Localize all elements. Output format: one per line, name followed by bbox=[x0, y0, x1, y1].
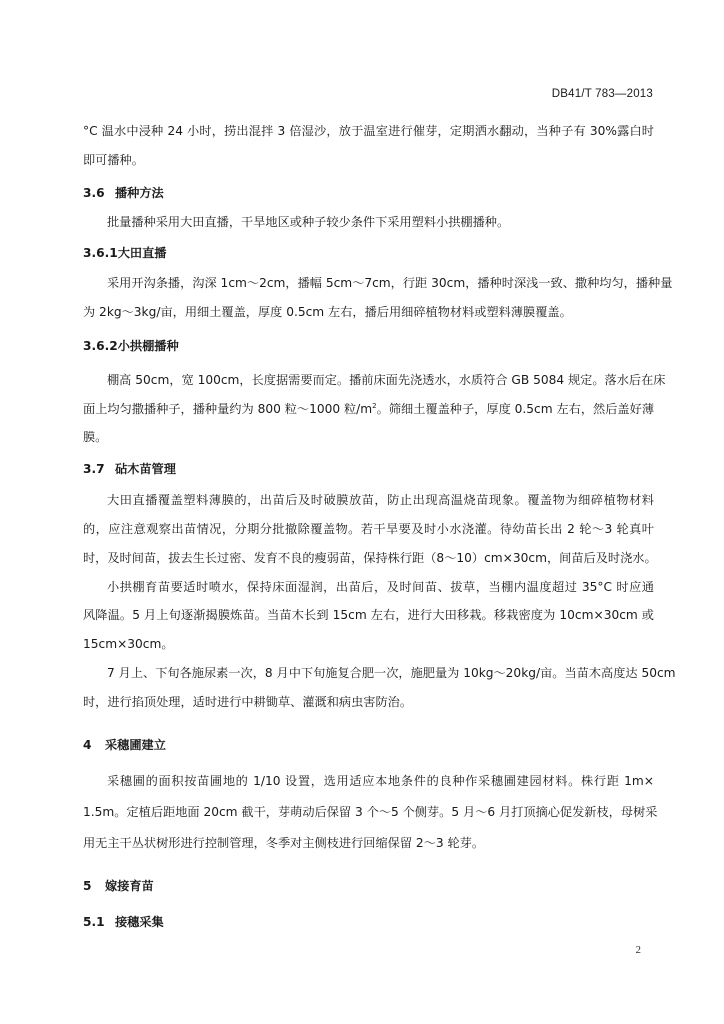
paragraph-line: 7 月上、下旬各施尿素一次，8 月中下旬施复合肥一次，施肥量为 10kg～20kg/亩。当苗木高度达 50cm bbox=[107, 666, 676, 680]
paragraph-line: 用无主干丛状树形进行控制管理，冬季对主侧枝进行回缩保留 2～3 轮芽。 bbox=[83, 836, 485, 850]
section-number: 3.6 bbox=[83, 186, 105, 200]
paragraph-line: 膜。 bbox=[83, 430, 108, 444]
section-title: 播种方法 bbox=[115, 186, 164, 200]
standard-code-header: DB41/T 783—2013 bbox=[551, 88, 653, 100]
section-number: 3.6.1 bbox=[83, 246, 118, 260]
section-heading-3-7 bbox=[83, 461, 654, 477]
paragraph-line: 1.5m。定植后距地面 20cm 截干，芽萌动后保留 3 个～5 个侧芽。5 月～6 月打顶摘心促发新枝，母树采 bbox=[83, 805, 658, 819]
section-number: 3.6.2 bbox=[83, 339, 118, 353]
section-heading-3-6-1 bbox=[83, 245, 654, 261]
text-run: 面上均匀撒播种子，播种量约为 800 粒～1000 粒/m bbox=[83, 402, 373, 416]
paragraph-line: °C 温水中浸种 24 小时，捞出混拌 3 倍湿沙，放于温室进行催芽，定期洒水翻动，当种子有 30%露白时 bbox=[83, 124, 654, 138]
section-title: 小拱棚播种 bbox=[117, 339, 179, 353]
section-heading-3-6 bbox=[83, 185, 654, 201]
paragraph-line: 即可播种。 bbox=[83, 153, 144, 167]
section-heading-3-6-2 bbox=[83, 338, 654, 354]
paragraph-line: 小拱棚育苗要适时喷水，保持床面湿润，出苗后，及时间苗、拔草，当棚内温度超过 35°C 时应通 bbox=[107, 580, 654, 594]
superscript: 2 bbox=[372, 402, 377, 410]
section-number: 5 bbox=[83, 879, 92, 893]
section-heading-5 bbox=[83, 878, 654, 894]
paragraph-line: 为 2kg～3kg/亩，用细土覆盖，厚度 0.5cm 左右，播后用细碎植物材料或塑料薄膜覆盖。 bbox=[83, 305, 572, 319]
section-title: 嫁接育苗 bbox=[105, 879, 154, 893]
paragraph-line: 时，及时间苗，拔去生长过密、发育不良的瘦弱苗，保持株行距（8～10）cm×30cm，间苗后及时浇水。 bbox=[83, 551, 657, 565]
paragraph-line: 大田直播覆盖塑料薄膜的，出苗后及时破膜放苗，防止出现高温烧苗现象。覆盖物为细碎植物材料 bbox=[107, 493, 654, 507]
paragraph-line: 的，应注意观察出苗情况，分期分批撤除覆盖物。若干旱要及时小水浇灌。待幼苗长出 2 轮～3 轮真叶 bbox=[83, 522, 654, 536]
paragraph-line: 风降温。5 月上旬逐渐揭膜炼苗。当苗木长到 15cm 左右，进行大田移栽。移栽密度为 10cm×30cm 或 bbox=[83, 608, 654, 622]
page-number: 2 bbox=[635, 944, 641, 956]
paragraph-line: 采用开沟条播，沟深 1cm～2cm，播幅 5cm～7cm，行距 30cm，播种时深浅一致、撒种均匀，播种量 bbox=[107, 276, 673, 290]
section-number: 5.1 bbox=[83, 915, 105, 929]
section-heading-5-1 bbox=[83, 914, 654, 930]
section-title: 砧木苗管理 bbox=[115, 462, 176, 476]
section-title: 大田直播 bbox=[117, 246, 167, 260]
section-number: 4 bbox=[83, 738, 92, 752]
text-run: 。筛细土覆盖种子，厚度 0.5cm 左右，然后盖好薄 bbox=[376, 402, 655, 416]
section-heading-4 bbox=[83, 737, 654, 753]
section-title: 接穗采集 bbox=[115, 915, 164, 929]
paragraph-line: 时，进行掐顶处理，适时进行中耕锄草、灌溉和病虫害防治。 bbox=[83, 695, 413, 709]
paragraph-line: 棚高 50cm，宽 100cm，长度据需要而定。播前床面先浇透水，水质符合 GB 5084 规定。落水后在床 bbox=[107, 373, 666, 387]
paragraph-line: 批量播种采用大田直播，干旱地区或种子较少条件下采用塑料小拱棚播种。 bbox=[107, 215, 510, 229]
paragraph-line: 15cm×30cm。 bbox=[83, 637, 174, 651]
paragraph-line bbox=[83, 401, 654, 417]
paragraph-line: 采穗圃的面积按苗圃地的 1/10 设置，选用适应本地条件的良种作采穗圃建园材料。株行距 1m× bbox=[107, 774, 654, 788]
section-number: 3.7 bbox=[83, 462, 105, 476]
section-title: 采穗圃建立 bbox=[105, 738, 166, 752]
